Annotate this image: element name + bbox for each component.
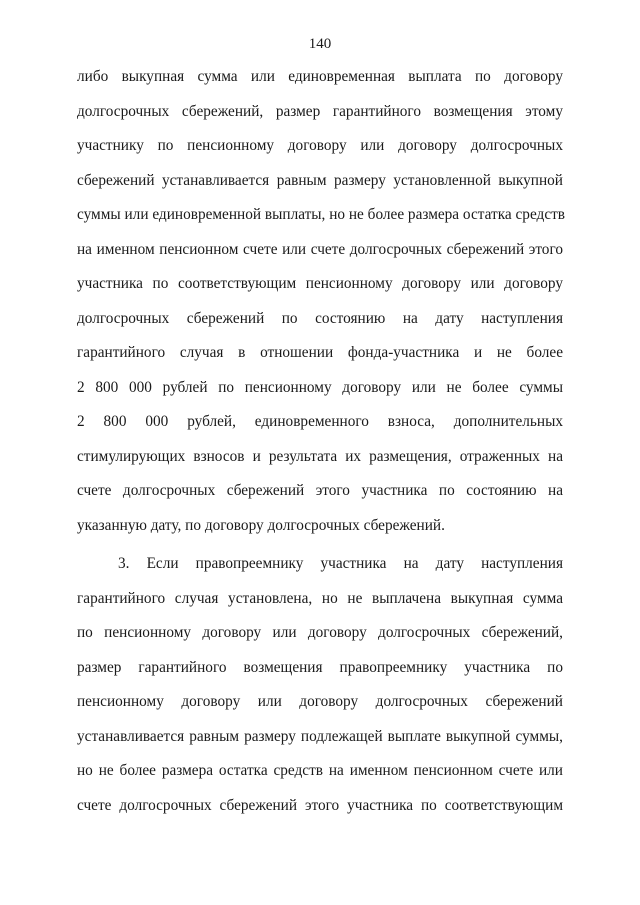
text-line: 2 800 000 рублей, единовременного взноса, дополнительных — [77, 413, 563, 430]
text-line: счете долгосрочных сбережений этого участника по соответствующим — [77, 797, 563, 814]
text-line: сбережений устанавливается равным размеру установленной выкупной — [77, 172, 563, 189]
text-line: счете долгосрочных сбережений этого участника по состоянию на — [77, 482, 563, 499]
text-line: либо выкупная сумма или единовременная выплата по договору — [77, 68, 563, 85]
text-line: суммы или единовременной выплаты, но не более размера остатка средств — [77, 206, 566, 223]
page-number: 140 — [308, 36, 332, 52]
text-line: стимулирующих взносов и результата их размещения, отраженных на — [77, 448, 563, 465]
text-line: размер гарантийного возмещения правопреемнику участника по — [77, 659, 563, 676]
text-line: но не более размера остатка средств на именном пенсионном счете или — [77, 762, 563, 779]
text-line: участника по соответствующим пенсионному договору или договору — [77, 275, 563, 292]
text-line: на именном пенсионном счете или счете долгосрочных сбережений этого — [77, 241, 563, 258]
text-line: 3. Если правопреемнику участника на дату наступления — [118, 555, 563, 572]
text-line: пенсионному договору или договору долгосрочных сбережений — [77, 693, 563, 710]
text-line: указанную дату, по договору долгосрочных сбережений. — [77, 517, 445, 534]
text-line: долгосрочных сбережений по состоянию на дату наступления — [77, 310, 563, 327]
text-line: 2 800 000 рублей по пенсионному договору или не более суммы — [77, 379, 563, 396]
text-line: по пенсионному договору или договору долгосрочных сбережений, — [77, 624, 563, 641]
text-line: устанавливается равным размеру подлежащей выплате выкупной суммы, — [77, 728, 563, 745]
text-line: гарантийного случая установлена, но не выплачена выкупная сумма — [77, 590, 563, 607]
text-line: долгосрочных сбережений, размер гарантийного возмещения этому — [77, 103, 563, 120]
text-line: гарантийного случая в отношении фонда-участника и не более — [77, 344, 563, 361]
text-line: участнику по пенсионному договору или договору долгосрочных — [77, 137, 563, 154]
